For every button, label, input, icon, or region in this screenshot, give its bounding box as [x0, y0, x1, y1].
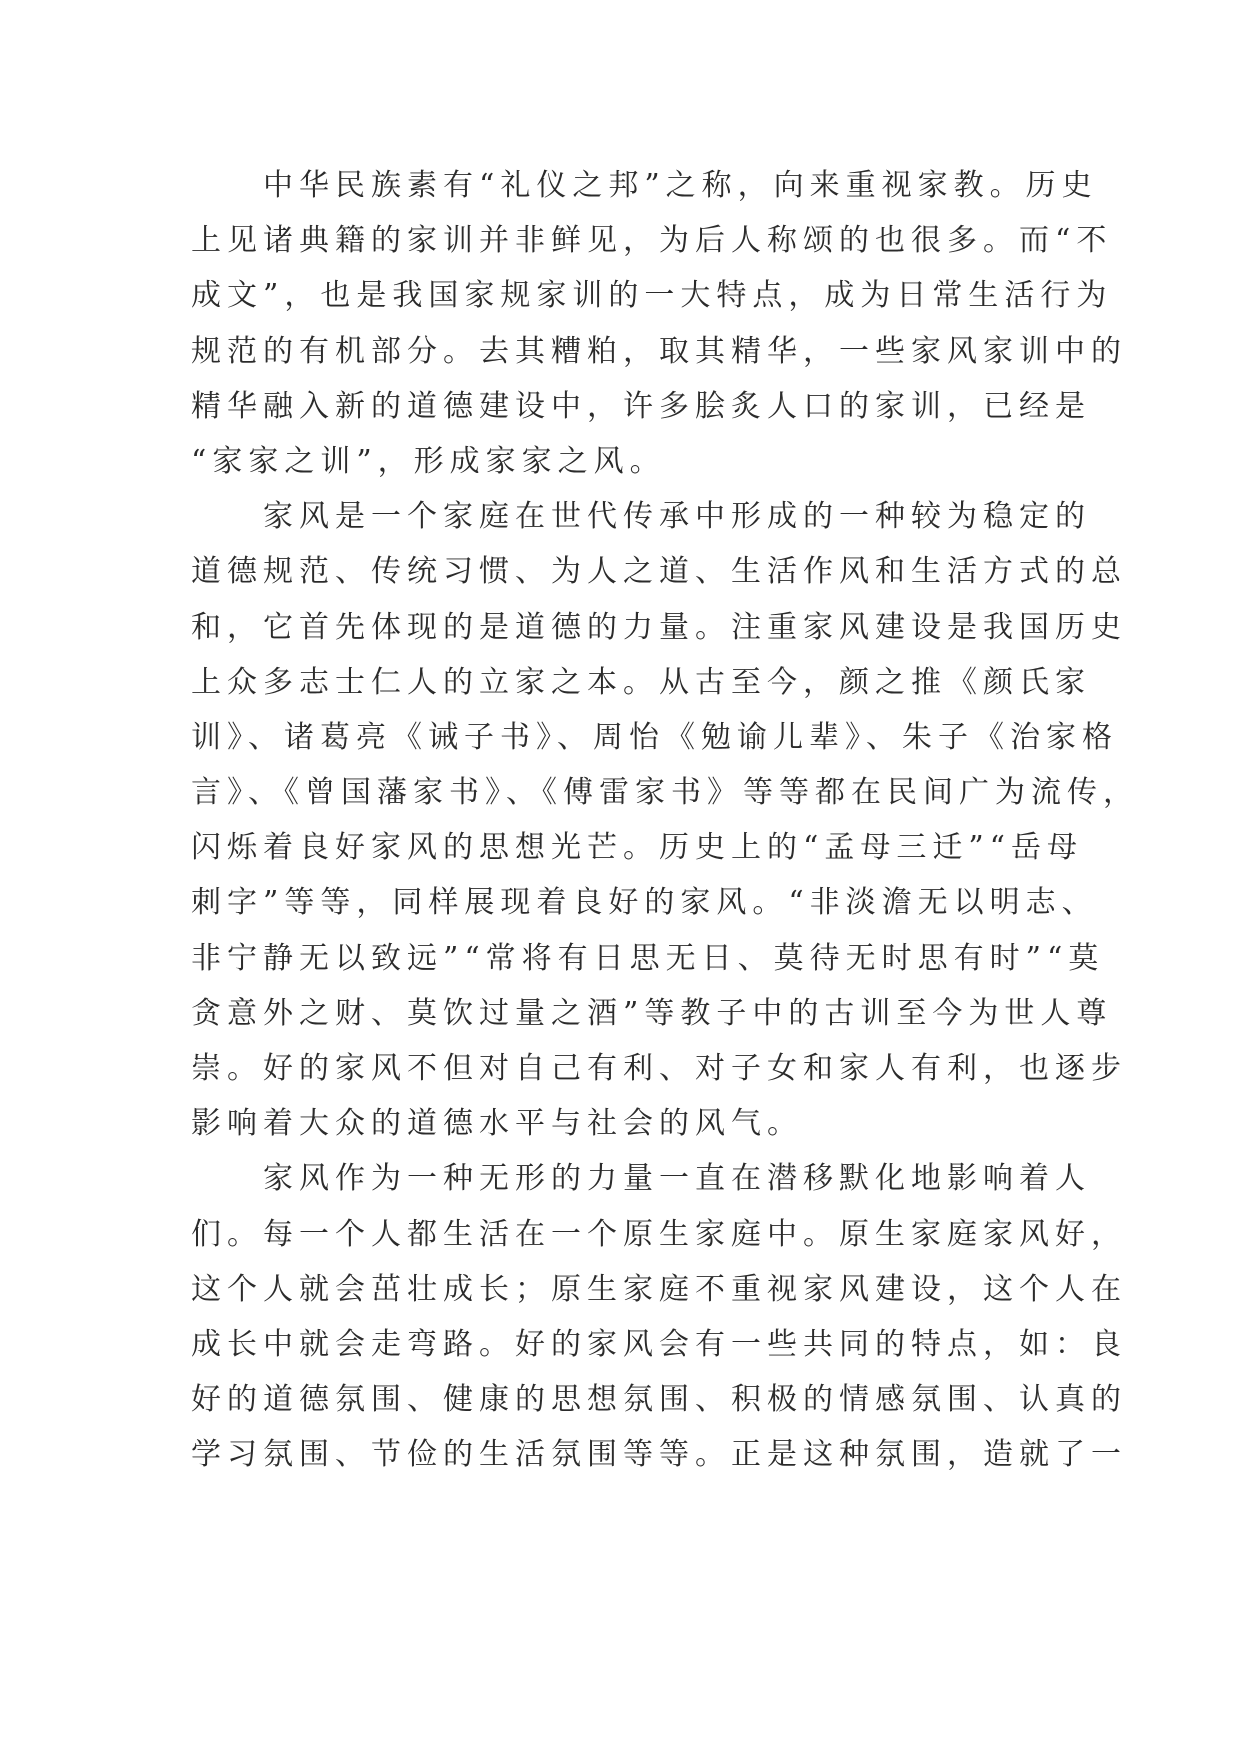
- paragraph-2-line-6: 言》、《曾国藩家书》、《傅雷家书》等等都在民间广为流传，: [191, 775, 1139, 811]
- paragraph-1-line-5: 精华融入新的道德建设中，许多脍炙人口的家训，已经是: [191, 388, 1091, 424]
- paragraph-3-line-4: 成长中就会走弯路。好的家风会有一些共同的特点，如：良: [191, 1326, 1127, 1362]
- paragraph-2-line-2: 道德规范、传统习惯、为人之道、生活作风和生活方式的总: [191, 554, 1127, 590]
- paragraph-2-line-8: 刺字”等等，同样展现着良好的家风。“非淡澹无以明志、: [191, 885, 1098, 921]
- paragraph-1-line-4: 规范的有机部分。去其糟粕，取其精华，一些家风家训中的: [191, 333, 1127, 369]
- paragraph-2-line-12: 影响着大众的道德水平与社会的风气。: [191, 1106, 803, 1142]
- paragraph-1-line-6: “家家之训”，形成家家之风。: [191, 443, 666, 479]
- paragraph-3-line-6: 学习氛围、节俭的生活氛围等等。正是这种氛围，造就了一: [191, 1437, 1127, 1473]
- paragraph-1-line-2: 上见诸典籍的家训并非鲜见，为后人称颂的也很多。而“不: [191, 223, 1113, 259]
- paragraph-3-line-3: 这个人就会茁壮成长；原生家庭不重视家风建设，这个人在: [191, 1271, 1127, 1307]
- paragraph-3-line-2: 们。每一个人都生活在一个原生家庭中。原生家庭家风好，: [191, 1216, 1127, 1252]
- paragraph-1-line-3: 成文”，也是我国家规家训的一大特点，成为日常生活行为: [191, 278, 1113, 314]
- paragraph-2-line-3: 和，它首先体现的是道德的力量。注重家风建设是我国历史: [191, 609, 1127, 645]
- paragraph-2-line-7: 闪烁着良好家风的思想光芒。历史上的“孟母三迁”“岳母: [191, 830, 1084, 866]
- paragraph-2-line-4: 上众多志士仁人的立家之本。从古至今，颜之推《颜氏家: [191, 664, 1091, 700]
- paragraph-2-line-11: 崇。好的家风不但对自己有利、对子女和家人有利，也逐步: [191, 1051, 1127, 1086]
- paragraph-2-line-9: 非宁静无以致远”“常将有日思无日、莫待无时思有时”“莫: [191, 940, 1105, 976]
- paragraph-1-line-1: 中华民族素有“礼仪之邦”之称，向来重视家教。历史: [263, 168, 1098, 203]
- paragraph-2-line-1: 家风是一个家庭在世代传承中形成的一种较为稳定的: [263, 499, 1091, 535]
- body-text: [191, 158, 1139, 1483]
- paragraph-2-line-10: 贪意外之财、莫饮过量之酒”等教子中的古训至今为世人尊: [191, 995, 1113, 1031]
- paragraph-3-line-5: 好的道德氛围、健康的思想氛围、积极的情感氛围、认真的: [191, 1382, 1127, 1418]
- paragraph-3-line-1: 家风作为一种无形的力量一直在潜移默化地影响着人: [263, 1161, 1091, 1197]
- paragraph-2-line-5: 训》、诸葛亮《诫子书》、周怡《勉谕儿辈》、朱子《治家格: [191, 719, 1118, 755]
